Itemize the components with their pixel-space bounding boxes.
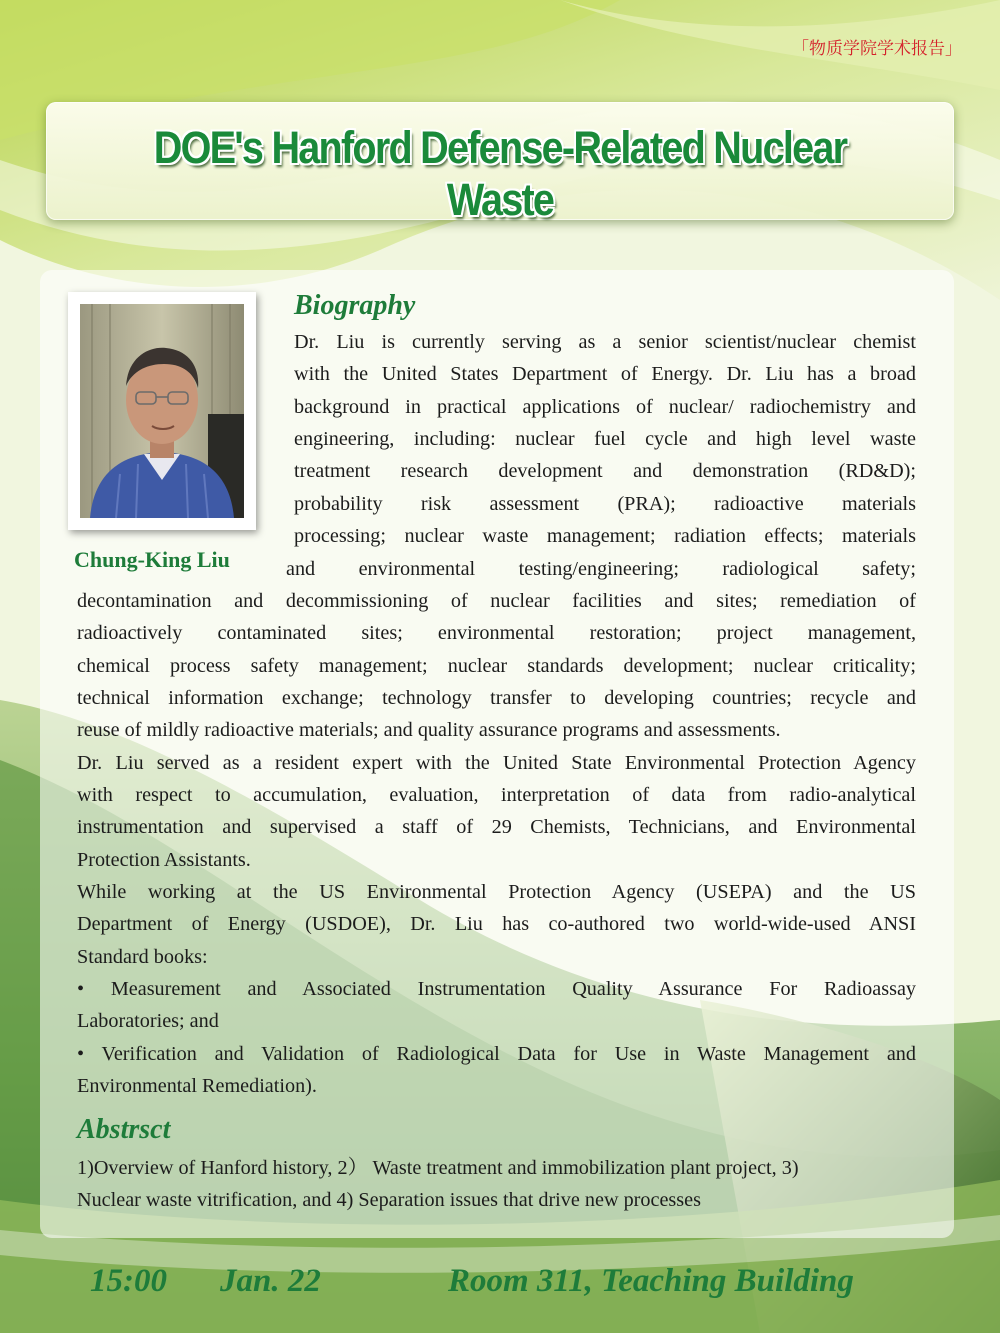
event-location: Room 311, Teaching Building — [448, 1263, 854, 1299]
event-date: Jan. 22 — [220, 1263, 321, 1299]
bio-line: processing; nuclear waste management; radiation effects; materials — [294, 525, 916, 547]
biography-heading: Biography — [294, 290, 416, 321]
bio-line: Environmental Remediation). — [77, 1075, 317, 1097]
bio-line: treatment research development and demonstration (RD&D); — [294, 460, 916, 482]
bio-line: Protection Assistants. — [77, 849, 251, 871]
bio-line: with the United States Department of Energy. Dr. Liu has a broad — [294, 363, 916, 385]
bio-line: instrumentation and supervised a staff of 29 Chemists, Technicians, and Environmental — [77, 816, 916, 838]
bio-line: engineering, including: nuclear fuel cycle and high level waste — [294, 428, 916, 450]
bio-line: radioactively contaminated sites; environmental restoration; project management, — [77, 622, 916, 644]
abstract-line: Nuclear waste vitrification, and 4) Separation issues that drive new processes — [77, 1189, 701, 1211]
bio-bullet: • Verification and Validation of Radiological Data for Use in Waste Management and — [77, 1043, 916, 1065]
bio-line: background in practical applications of nuclear/ radiochemistry and — [294, 396, 916, 418]
bio-line: and environmental testing/engineering; radiological safety; — [286, 558, 916, 580]
bio-line: decontamination and decommissioning of nuclear facilities and sites; remediation of — [77, 590, 916, 612]
bio-line: While working at the US Environmental Protection Agency (USEPA) and the US — [77, 881, 916, 903]
page-title: DOE's Hanford Defense-Related Nuclear Waste — [153, 122, 847, 225]
bio-line: reuse of mildly radioactive materials; and quality assurance programs and assessments. — [77, 719, 781, 741]
bio-line: Dr. Liu served as a resident expert with the United State Environmental Protection Agency — [77, 752, 916, 774]
title-banner — [46, 102, 954, 225]
bio-bullet: • Measurement and Associated Instrumentation Quality Assurance For Radioassay — [77, 978, 916, 1000]
bio-line: chemical process safety management; nuclear standards development; nuclear criticality; — [77, 655, 916, 677]
bio-line: Standard books: — [77, 946, 208, 968]
bio-line: with respect to accumulation, evaluation, interpretation of data from radio-analytical — [77, 784, 916, 806]
bio-line: Laboratories; and — [77, 1010, 219, 1032]
abstract-line: 1)Overview of Hanford history, 2） Waste treatment and immobilization plant project, 3) — [77, 1157, 799, 1179]
bio-line: probability risk assessment (PRA); radioactive materials — [294, 493, 916, 515]
portrait-image — [80, 304, 244, 518]
speaker-photo — [68, 292, 256, 530]
organization-tag: 「物质学院学术报告」 — [792, 39, 962, 59]
bio-line: technical information exchange; technology transfer to developing countries; recycle and — [77, 687, 916, 709]
bio-line: Department of Energy (USDOE), Dr. Liu has co-authored two world-wide-used ANSI — [77, 913, 916, 935]
event-time: 15:00 — [90, 1263, 167, 1299]
speaker-name: Chung-King Liu — [74, 547, 230, 572]
abstract-heading: Abstrsct — [77, 1114, 171, 1145]
bio-line: Dr. Liu is currently serving as a senior scientist/nuclear chemist — [294, 331, 916, 353]
